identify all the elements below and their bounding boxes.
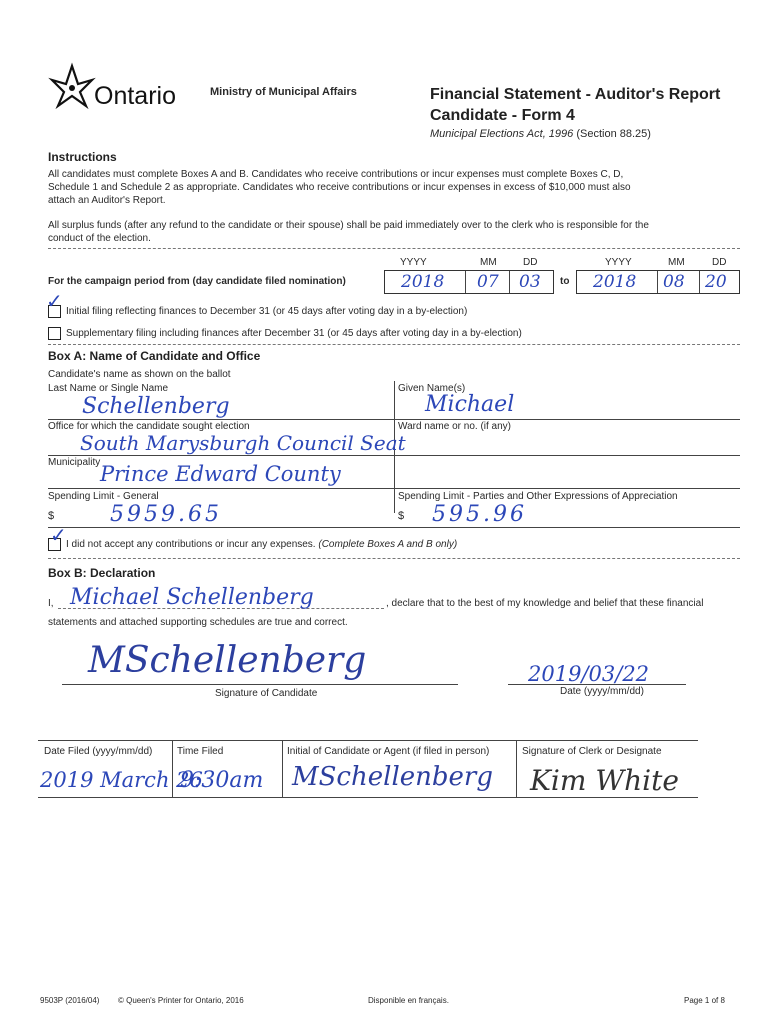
office-label: Office for which the candidate sought election <box>48 421 250 432</box>
given-names-label: Given Name(s) <box>398 383 466 394</box>
form-subtitle: Candidate - Form 4 <box>430 107 575 124</box>
copyright: © Queen's Printer for Ontario, 2016 <box>118 996 244 1005</box>
spending-general-label: Spending Limit - General <box>48 491 159 502</box>
declaration-text: , declare that to the best of my knowledge and belief that these financial <box>386 598 704 609</box>
candidate-signature[interactable]: MSchellenberg <box>88 640 367 681</box>
to-date-field[interactable] <box>576 270 740 294</box>
dollar-sign: $ <box>48 510 55 522</box>
initial-filing-label: Initial filing reflecting finances to December 31 (or 45 days after voting day in a by-election) <box>66 306 468 317</box>
spending-parties-label: Spending Limit - Parties and Other Expressions of Appreciation <box>398 491 678 502</box>
initial-label: Initial of Candidate or Agent (if filed in person) <box>287 746 490 757</box>
signature-label: Signature of Candidate <box>215 688 318 699</box>
date-label: Date (yyyy/mm/dd) <box>560 686 644 697</box>
instructions-para1: All candidates must complete Boxes A and B. Candidates who receive contributions or incur expenses must complete Boxes C, D, Schedule 1 and Schedule 2 as appropriate. Candidates who receive contributions or incur expenses in excess of $10,000 must also attach an Auditor's Report. <box>48 169 631 206</box>
agent-initial-field[interactable]: MSchellenberg <box>292 762 493 792</box>
declaration-text-2: statements and attached supporting schedules are true and correct. <box>48 617 348 628</box>
date-filed-label: Date Filed (yyyy/mm/dd) <box>44 746 153 757</box>
clerk-signature-field[interactable]: Kim White <box>530 764 679 797</box>
instructions-heading: Instructions <box>48 150 117 164</box>
ministry-name: Ministry of Municipal Affairs <box>210 86 357 98</box>
clerk-signature-label: Signature of Clerk or Designate <box>522 746 662 757</box>
checkmark-icon: ✓ <box>50 525 67 547</box>
trillium-icon <box>48 62 96 110</box>
act-reference: Municipal Elections Act, 1996 (Section 88.25) <box>430 128 651 140</box>
mm-header-2: MM <box>668 257 685 268</box>
divider <box>48 248 740 249</box>
municipality-label: Municipality <box>48 457 101 468</box>
i-label: I, <box>48 598 54 609</box>
last-name-label: Last Name or Single Name <box>48 383 169 394</box>
from-dd: 03 <box>519 272 541 292</box>
box-a-heading: Box A: Name of Candidate and Office <box>48 349 261 363</box>
french-note: Disponible en français. <box>368 996 449 1005</box>
to-yyyy: 2018 <box>593 272 637 292</box>
municipality-field[interactable]: Prince Edward County <box>100 462 341 486</box>
ward-label: Ward name or no. (if any) <box>398 421 512 432</box>
ontario-wordmark: Ontario <box>94 82 176 110</box>
time-filed-field[interactable]: 9:30am <box>180 768 264 793</box>
from-date-field[interactable] <box>384 270 554 294</box>
ontario-logo <box>48 62 193 112</box>
supplementary-filing-checkbox[interactable] <box>48 327 61 340</box>
office-field[interactable]: South Marysburgh Council Seat <box>80 431 406 455</box>
yyyy-header: YYYY <box>400 257 427 268</box>
time-filed-label: Time Filed <box>177 746 224 757</box>
checkmark-icon: ✓ <box>46 291 63 313</box>
box-b-heading: Box B: Declaration <box>48 566 156 580</box>
page-number: Page 1 of 8 <box>684 996 725 1005</box>
yyyy-header-2: YYYY <box>605 257 632 268</box>
instructions-para2: All surplus funds (after any refund to the candidate or their spouse) shall be paid immediately over to the clerk who is responsible for the conduct of the election. <box>48 220 649 244</box>
date-filed-field[interactable]: 2019 March 26 <box>40 768 203 792</box>
form-title: Financial Statement - Auditor's Report <box>430 86 721 103</box>
to-mm: 08 <box>663 272 685 292</box>
to-label: to <box>560 276 570 287</box>
spending-parties-field[interactable]: 595.96 <box>432 502 527 527</box>
to-dd: 20 <box>705 272 727 292</box>
form-code: 9503P (2016/04) <box>40 996 100 1005</box>
last-name-field[interactable]: Schellenberg <box>82 394 230 419</box>
declarant-name-field[interactable]: Michael Schellenberg <box>70 585 314 610</box>
from-yyyy: 2018 <box>401 272 445 292</box>
spending-general-field[interactable]: 5959.65 <box>110 502 222 527</box>
ballot-name-label: Candidate's name as shown on the ballot <box>48 369 231 380</box>
from-mm: 07 <box>477 272 499 292</box>
dd-header-2: DD <box>712 257 727 268</box>
dollar-sign-2: $ <box>398 510 405 522</box>
mm-header: MM <box>480 257 497 268</box>
dd-header: DD <box>523 257 538 268</box>
given-names-field[interactable]: Michael <box>425 392 515 417</box>
supplementary-filing-label: Supplementary filing including finances after December 31 (or 45 days after voting day in a by-election) <box>66 328 522 339</box>
declaration-date[interactable]: 2019/03/22 <box>528 662 650 686</box>
no-contributions-label: I did not accept any contributions or incur any expenses. (Complete Boxes A and B only) <box>66 539 458 550</box>
campaign-period-label: For the campaign period from (day candidate filed nomination) <box>48 276 346 287</box>
